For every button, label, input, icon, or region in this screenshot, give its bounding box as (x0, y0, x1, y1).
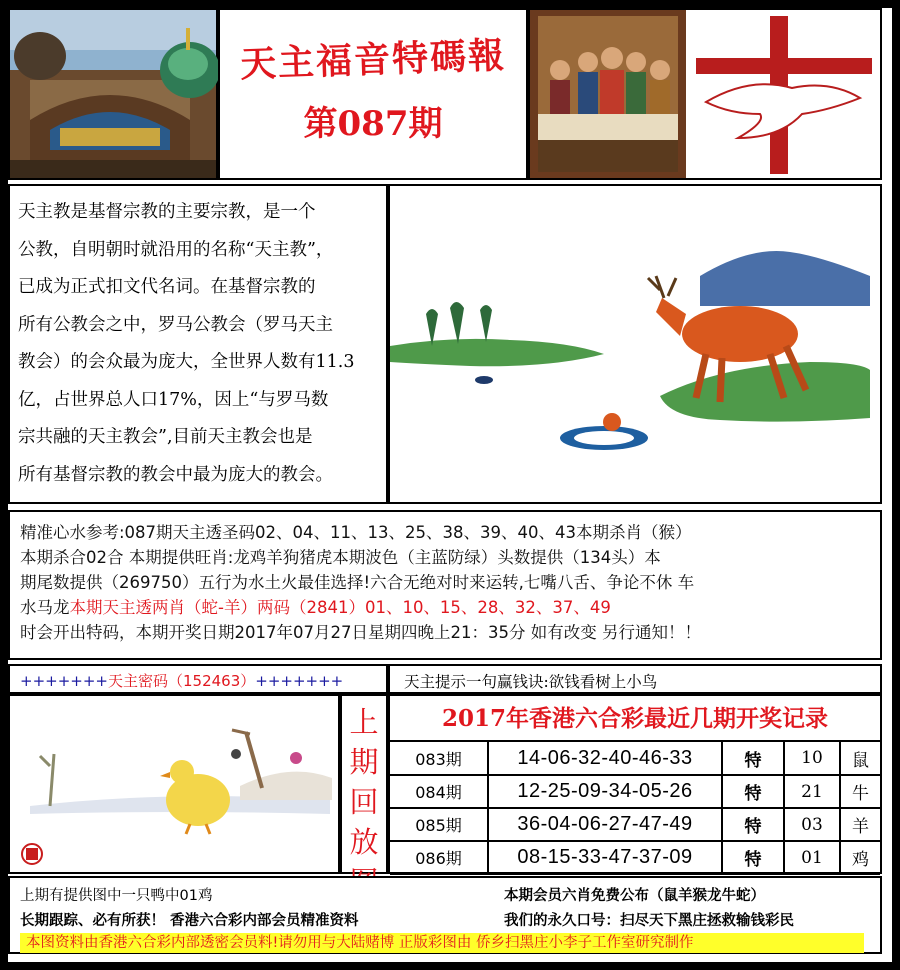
row-numbers: 08-15-33-47-37-09 (488, 841, 722, 874)
notes-line-2: 本期杀合02合 本期提供旺肖:龙鸡羊狗猪虎本期波色（主蓝防绿）头数提供（134头）本 (20, 548, 661, 567)
results-table (390, 742, 880, 875)
notes-line-5: 时会开出特码，本期开奖日期2017年07月27日星期四晚上21：35分 如有改变 另行通知！！ (20, 623, 701, 642)
row-special-label: 特 (722, 841, 784, 874)
last-supper-and-cross (530, 10, 880, 178)
last-issue-replay-label (340, 694, 388, 874)
row-special-number: 21 (784, 775, 840, 808)
row-issue: 085期 (390, 808, 488, 841)
duck-illustration (10, 696, 338, 872)
row-zodiac: 羊 (840, 808, 880, 841)
table-row (390, 742, 880, 775)
previous-issue-picture (8, 694, 340, 874)
table-row (390, 841, 880, 874)
notes-line-4-prefix: 水马龙 (20, 598, 70, 617)
row-zodiac: 鸡 (840, 841, 880, 874)
results-title: 2017年香港六合彩最近几期开奖记录 (390, 696, 880, 742)
row-numbers: 36-04-06-27-47-49 (488, 808, 722, 841)
cathedral-illustration (10, 10, 216, 178)
row-numbers: 14-06-32-40-46-33 (488, 742, 722, 775)
replay-char-4: 放 (349, 825, 379, 859)
row-issue: 083期 (390, 742, 488, 775)
table-row (390, 775, 880, 808)
row-special-label: 特 (722, 742, 784, 775)
intro-text-box (8, 184, 388, 504)
replay-char-2: 期 (349, 745, 379, 779)
draw-results (388, 694, 882, 874)
footer-last-issue-note: 上期有提供图中一只鸭中01鸡 (20, 888, 213, 904)
footer-tracking-slogan: 长期跟踪、必有所获！ 香港六合彩内部会员精准资料 (20, 913, 359, 929)
secret-prefix: +++++++ (20, 672, 108, 690)
masthead (218, 8, 528, 180)
row-issue: 084期 (390, 775, 488, 808)
notes-line-3: 期尾数提供（269750）五行为水土火最佳选择!六合无绝对时来运转,七嘴八舌、争论不休 车 (20, 573, 695, 592)
secret-code: 天主密码（152463） (107, 672, 256, 690)
deer-illustration-box (388, 184, 882, 504)
row-special-number: 01 (784, 841, 840, 874)
notes-line-4-highlight: 本期天主透两肖（蛇-羊）两码（2841）01、10、15、28、32、37、49 (69, 598, 611, 617)
row-special-label: 特 (722, 808, 784, 841)
row-special-number: 03 (784, 808, 840, 841)
row-zodiac: 牛 (840, 775, 880, 808)
footer-disclaimer-band: 本图资料由香港六合彩内部透密会员料!请勿用与大陆赌博 正版彩图由 侨乡扫黑庄小李子工作室研究制作 (20, 933, 864, 953)
table-row (390, 808, 880, 841)
secret-suffix: +++++++ (255, 672, 344, 690)
row-numbers: 12-25-09-34-05-26 (488, 775, 722, 808)
header-images (528, 8, 882, 180)
reference-notes (8, 510, 882, 660)
issue-number: 第087期 (303, 104, 443, 144)
replay-char-1: 上 (349, 705, 379, 739)
masthead-title: 天主福音特碼報 (239, 34, 507, 86)
row-special-label: 特 (722, 775, 784, 808)
notes-line-4 (20, 595, 870, 620)
row-special-number: 10 (784, 742, 840, 775)
row-issue: 086期 (390, 841, 488, 874)
row-zodiac: 鼠 (840, 742, 880, 775)
footer-member-zodiacs: 本期会员六肖免费公布（鼠羊猴龙牛蛇） (504, 888, 765, 904)
replay-char-3: 回 (349, 785, 379, 819)
church-image (8, 8, 218, 180)
footer (8, 876, 882, 954)
winning-tip: 天主提示一句赢钱诀:欲钱看树上小鸟 (388, 664, 882, 694)
secret-code-bar (8, 664, 388, 694)
deer-illustration (390, 186, 880, 502)
notes-line-1: 精准心水参考:087期天主透圣码02、04、11、13、25、38、39、40、43本期杀肖（猴） (20, 523, 692, 542)
intro-paragraph: 天主教是基督宗教的主要宗教，是一个 公教，自明朝时就沿用的名称“天主教”， 已成为正式扣文代名词。在基督宗教的 所有公教会之中，罗马公教会（罗马天主 教会）的会众最为庞大，全世界人数有11.3 亿，占世界总人口17%，因上“与罗马数 宗共融的天主教会”,目前天主教会也是 所有基督宗教的教会中最为庞大的教会。 (18, 202, 355, 485)
footer-permanent-slogan: 我们的永久口号：扫尽天下黑庄拯救输钱彩民 (504, 913, 794, 929)
